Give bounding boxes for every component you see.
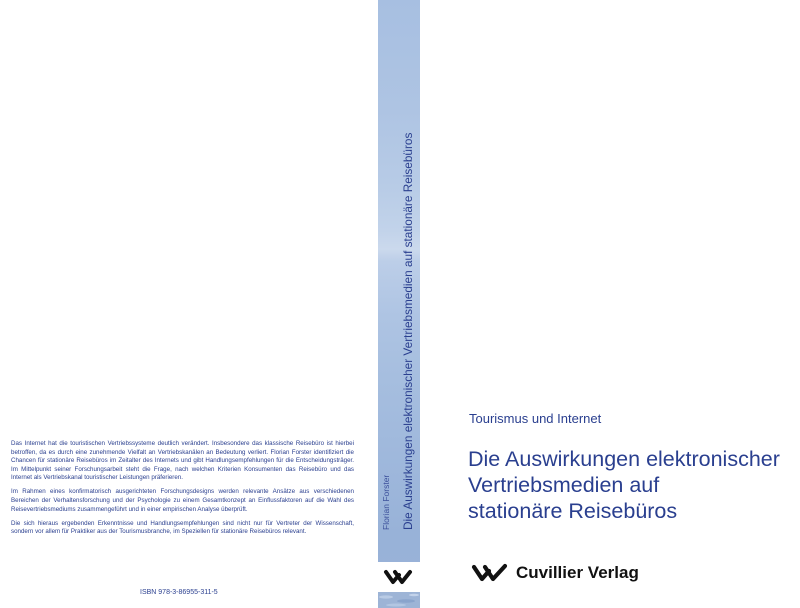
- book-title-line-2: Vertriebsmedien auf: [468, 473, 660, 497]
- blurb-paragraph-3: Die sich hieraus ergebenden Erkenntnisse und Handlungsempfehlungen sind nicht nur für Vertreter der Wissenschaft, sondern vor allem für Praktiker aus der Tourismusbranche, im Speziellen für stationäre Reisebüros relevant.: [11, 519, 354, 536]
- spine-water-texture: [378, 592, 420, 608]
- isbn-number: ISBN 978-3-86955-311-5: [140, 589, 218, 596]
- spine-author: Florian Forster: [381, 474, 391, 530]
- publisher-block: [471, 560, 639, 586]
- back-cover-blurb: [11, 440, 354, 542]
- book-title: [468, 446, 780, 524]
- publisher-name: Cuvillier Verlag: [516, 563, 639, 582]
- cuvillier-spine-logo-icon: [378, 563, 420, 591]
- series-title: Tourismus und Internet: [469, 411, 602, 426]
- book-title-line-3: stationäre Reisebüros: [468, 499, 678, 523]
- blurb-paragraph-2: Im Rahmen eines konfirmatorisch ausgerichteten Forschungsdesigns werden relevante Ansätze aus verschiedenen Bereichen der Verhaltensforschung und der Psychologie zu einem Gesamtkonzept an Einflussfaktoren auf die Wahl des Reisevertriebsmediums zusammengeführt und in einer empirischen Analyse überprüft.: [11, 488, 354, 513]
- book-title-line-1: Die Auswirkungen elektronischer: [468, 447, 780, 471]
- spine-title: Die Auswirkungen elektronischer Vertriebsmedien auf stationäre Reisebüros: [401, 132, 415, 530]
- cuvillier-logo-icon: [471, 561, 511, 585]
- blurb-paragraph-1: Das Internet hat die touristischen Vertriebssysteme deutlich verändert. Insbesondere das klassische Reisebüro ist hierbei betroffen, da es durch eine zunehmende Vielfalt an Vertriebskanälen an Bedeutung verliert. Florian Forster identifiziert die Chancen für stationäre Reisebüros im Zeitalter des Internets und gibt Handlungsempfehlungen für die Entscheidungsträger. Im Mittelpunkt seiner Forschungsarbeit steht die Frage, nach welchen Kriterien Konsumenten das Reisebüro und das Internet als Vertriebskanal touristischer Leistungen präferieren.: [11, 440, 354, 482]
